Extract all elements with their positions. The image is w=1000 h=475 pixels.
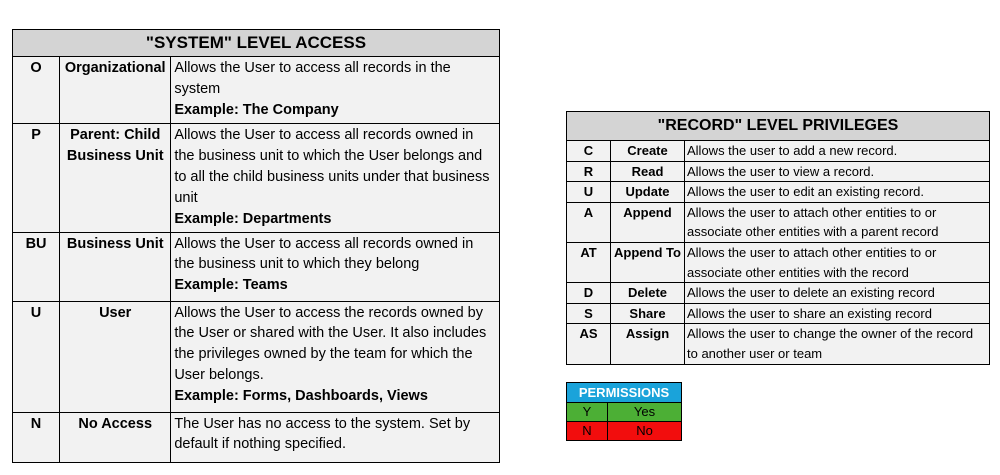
privilege-code: C bbox=[567, 141, 611, 162]
access-code: P bbox=[13, 124, 60, 233]
access-example: Example: Departments bbox=[174, 210, 332, 227]
permissions-title: PERMISSIONS bbox=[567, 383, 682, 403]
access-description: Allows the User to access all records in the system bbox=[174, 60, 451, 97]
access-level: Business Unit bbox=[60, 232, 171, 301]
access-description-cell bbox=[171, 301, 500, 412]
privilege-name: Update bbox=[611, 182, 685, 203]
privilege-description-line: associate other entities with a parent record bbox=[687, 224, 939, 240]
privilege-name: Create bbox=[611, 141, 685, 162]
privilege-description bbox=[685, 161, 990, 182]
privilege-description-line: Allows the user to change the owner of the record bbox=[687, 326, 974, 342]
permission-no-label: No bbox=[608, 422, 682, 441]
privilege-description-line: Allows the user to share an existing record bbox=[687, 305, 932, 321]
table-row bbox=[567, 182, 990, 203]
privilege-name: Delete bbox=[611, 283, 685, 304]
table-row bbox=[13, 301, 500, 412]
privilege-code: A bbox=[567, 202, 611, 242]
access-example: Example: The Company bbox=[174, 101, 339, 118]
privilege-code: U bbox=[567, 182, 611, 203]
privilege-name: Read bbox=[611, 161, 685, 182]
privilege-description-line: Allows the user to edit an existing record. bbox=[687, 184, 925, 200]
access-description-cell bbox=[171, 124, 500, 233]
privilege-code: AS bbox=[567, 324, 611, 364]
permission-no-row bbox=[567, 422, 682, 441]
table-row bbox=[567, 242, 990, 282]
permission-yes-key: Y bbox=[567, 403, 608, 422]
permission-yes-label: Yes bbox=[608, 403, 682, 422]
access-description: Allows the User to access the records owned by the User or shared with the User. It also includes the privileges owned by the team for which the User belongs. bbox=[174, 304, 487, 384]
access-description: Allows the User to access all records owned in the business unit to which they belong bbox=[174, 235, 474, 273]
permissions-legend bbox=[566, 382, 682, 441]
privilege-description-line: Allows the user to view a record. bbox=[687, 163, 875, 179]
privilege-description bbox=[685, 283, 990, 304]
access-code: N bbox=[13, 412, 60, 462]
permission-yes-row bbox=[567, 403, 682, 422]
table-row bbox=[13, 57, 500, 124]
table-row bbox=[13, 124, 500, 233]
privilege-description bbox=[685, 141, 990, 162]
system-table-title: "SYSTEM" LEVEL ACCESS bbox=[13, 30, 500, 57]
access-description: The User has no access to the system. Set by default if nothing specified. bbox=[174, 415, 471, 453]
table-row bbox=[567, 202, 990, 242]
access-example: Example: Forms, Dashboards, Views bbox=[174, 388, 428, 405]
privilege-description-line: associate other entities with the record bbox=[687, 264, 909, 280]
table-row bbox=[567, 324, 990, 364]
privilege-code: D bbox=[567, 283, 611, 304]
table-row bbox=[13, 232, 500, 301]
system-level-access-table bbox=[12, 29, 500, 463]
access-description: Allows the User to access all records owned in the business unit to which the User belongs and to all the child business units under that business unit bbox=[174, 127, 490, 206]
access-level: No Access bbox=[60, 412, 171, 462]
privilege-description-line: Allows the user to delete an existing record bbox=[687, 285, 935, 301]
privilege-code: S bbox=[567, 303, 611, 324]
access-code: U bbox=[13, 301, 60, 412]
access-level: Organizational bbox=[60, 57, 171, 124]
privilege-code: R bbox=[567, 161, 611, 182]
access-description-cell bbox=[171, 57, 500, 124]
access-level: User bbox=[60, 301, 171, 412]
privilege-description-line: Allows the user to add a new record. bbox=[687, 143, 898, 158]
access-description-cell bbox=[171, 412, 500, 462]
table-row bbox=[567, 303, 990, 324]
privilege-description bbox=[685, 182, 990, 203]
privilege-code: AT bbox=[567, 242, 611, 282]
privilege-description-line: to another user or team bbox=[687, 345, 823, 361]
privilege-description-line: Allows the user to attach other entities to or bbox=[687, 204, 937, 220]
table-row bbox=[567, 161, 990, 182]
record-level-privileges-table bbox=[566, 111, 990, 365]
access-description-cell bbox=[171, 232, 500, 301]
privilege-name: Assign bbox=[611, 324, 685, 364]
privilege-description bbox=[685, 303, 990, 324]
record-table-title: "RECORD" LEVEL PRIVILEGES bbox=[567, 112, 990, 141]
access-example: Example: Teams bbox=[174, 277, 288, 294]
table-row bbox=[567, 141, 990, 162]
privilege-description bbox=[685, 202, 990, 242]
access-level: Parent: Child Business Unit bbox=[60, 124, 171, 233]
privilege-description bbox=[685, 324, 990, 364]
privilege-description bbox=[685, 242, 990, 282]
access-code: BU bbox=[13, 232, 60, 301]
permission-no-key: N bbox=[567, 422, 608, 441]
table-row bbox=[567, 283, 990, 304]
privilege-name: Append bbox=[611, 202, 685, 242]
access-code: O bbox=[13, 57, 60, 124]
privilege-name: Share bbox=[611, 303, 685, 324]
table-row bbox=[13, 412, 500, 462]
privilege-name: Append To bbox=[611, 242, 685, 282]
privilege-description-line: Allows the user to attach other entities to or bbox=[687, 244, 937, 260]
